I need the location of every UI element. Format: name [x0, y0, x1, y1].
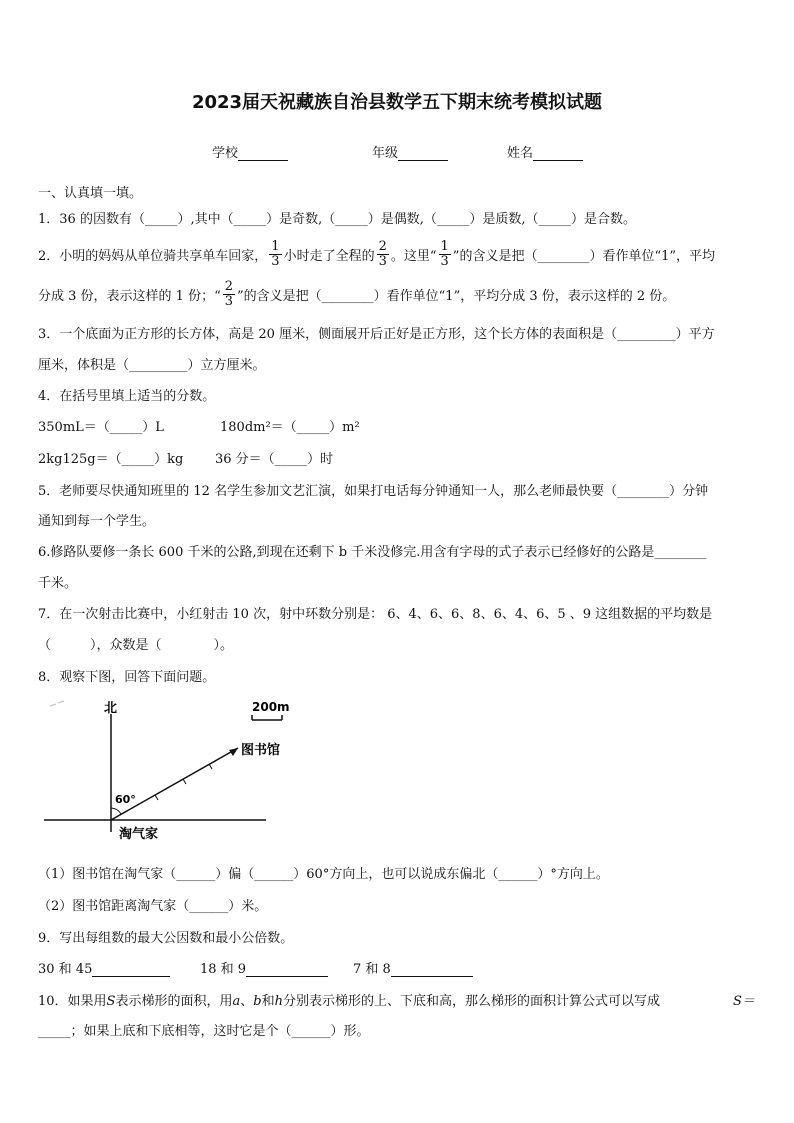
question-10-line-2: _____；如果上底和下底相等，这时它是个（______）形。 [38, 1024, 370, 1039]
question-8-title: 8．观察下图，回答下面问题。 [38, 670, 216, 685]
question-4-d: 36 分＝（_____）时 [215, 452, 334, 467]
question-8-sub-2: （2）图书馆距离淘气家（______）米。 [38, 899, 268, 914]
grade-label: 年级 [372, 146, 399, 161]
name-field[interactable] [507, 142, 583, 161]
question-6-line-2: 千米。 [38, 576, 78, 591]
school-label: 学校 [212, 146, 239, 161]
question-2-line-1: 2．小明的妈妈从单位骑共享单车回家， $\frac{1}{3}$ 小时走了全程的 $\frac{2}{3}$ 。这里“ $\frac{1}{3}$ ”的含义是把（________）看作单位“1”，平均 [38, 238, 716, 269]
question-3-line-2: 厘米，体积是（_________）立方厘米。 [38, 358, 266, 373]
home-label: 淘气家 [119, 827, 159, 842]
north-label: 北 [104, 701, 118, 716]
fraction: $\frac{1}{3}$ [440, 238, 449, 269]
library-direction-line [111, 748, 238, 820]
question-7-line-2: （ ），众数是（ ）。 [38, 638, 234, 653]
school-field[interactable] [212, 142, 288, 161]
arrow-head-icon [229, 748, 238, 756]
answer-blank[interactable] [391, 962, 473, 977]
grade-field[interactable] [372, 142, 448, 161]
page-title: 2023届天祝藏族自治县数学五下期末统考模拟试题 [191, 92, 603, 113]
question-4-a: 350mL＝（_____）L [38, 420, 164, 435]
name-blank[interactable] [533, 146, 583, 161]
formula-lhs: S＝ [733, 994, 755, 1009]
question-9-b: 18 和 9 [200, 958, 328, 977]
question-10-line-1: 10．如果用S表示梯形的面积，用a、b和h分别表示梯形的上、下底和高，那么梯形的面积计算公式可以写成 [38, 994, 660, 1009]
question-3-line-1: 3．一个底面为正方形的长方体，高是 20 厘米，侧面展开后正好是正方形，这个长方体的表面积是（_________）平方 [38, 327, 715, 342]
question-8-sub-1: （1）图书馆在淘气家（______）偏（______）60°方向上，也可以说成东偏北（______）°方向上。 [38, 867, 609, 882]
question-9-c: 7 和 8 [353, 958, 473, 977]
angle-label: 60° [115, 793, 136, 806]
direction-diagram [38, 692, 308, 852]
question-4-c: 2kg125g＝（_____）kg [38, 452, 184, 467]
school-blank[interactable] [238, 146, 288, 161]
scale-label: 200m [252, 700, 290, 714]
fraction: $\frac{2}{3}$ [378, 238, 387, 269]
question-5-line-1: 5．老师要尽快通知班里的 12 名学生参加文艺汇演，如果打电话每分钟通知一人，那么老师最快要（________）分钟 [38, 484, 709, 499]
question-6-line-1: 6.修路队要修一条长 600 千米的公路,到现在还剩下 b 千米没修完.用含有字母的式子表示已经修好的公路是________ [38, 545, 707, 560]
fraction: $\frac{2}{3}$ [224, 278, 233, 309]
question-5-line-2: 通知到每一个学生。 [38, 514, 156, 529]
question-9-a: 30 和 45 [38, 958, 170, 977]
name-label: 姓名 [507, 146, 534, 161]
question-4-b: 180dm²＝（_____）m² [220, 420, 360, 435]
section-heading: 一、认真填一填。 [38, 186, 143, 201]
question-1: 1．36 的因数有（_____）,其中（_____）是奇数,（_____）是偶数,（_____）是质数,（_____）是合数。 [38, 212, 636, 227]
fraction: $\frac{1}{3}$ [271, 238, 280, 269]
question-4-title: 4．在括号里填上适当的分数。 [38, 389, 216, 404]
question-2-line-2: 分成 3 份，表示这样的 1 份；“ $\frac{2}{3}$ ”的含义是把（________）看作单位“1”，平均分成 3 份，表示这样的 2 份。 [38, 278, 676, 309]
question-9-title: 9．写出每组数的最大公因数和最小公倍数。 [38, 931, 294, 946]
question-7-line-1: 7．在一次射击比赛中，小红射击 10 次，射中环数分别是： 6、4、6、6、8、6、4、6、5 、9 这组数据的平均数是 [38, 607, 713, 622]
answer-blank[interactable] [246, 962, 328, 977]
answer-blank[interactable] [92, 962, 170, 977]
grade-blank[interactable] [398, 146, 448, 161]
angle-arc [111, 808, 121, 814]
library-label: 图书馆 [241, 743, 281, 758]
